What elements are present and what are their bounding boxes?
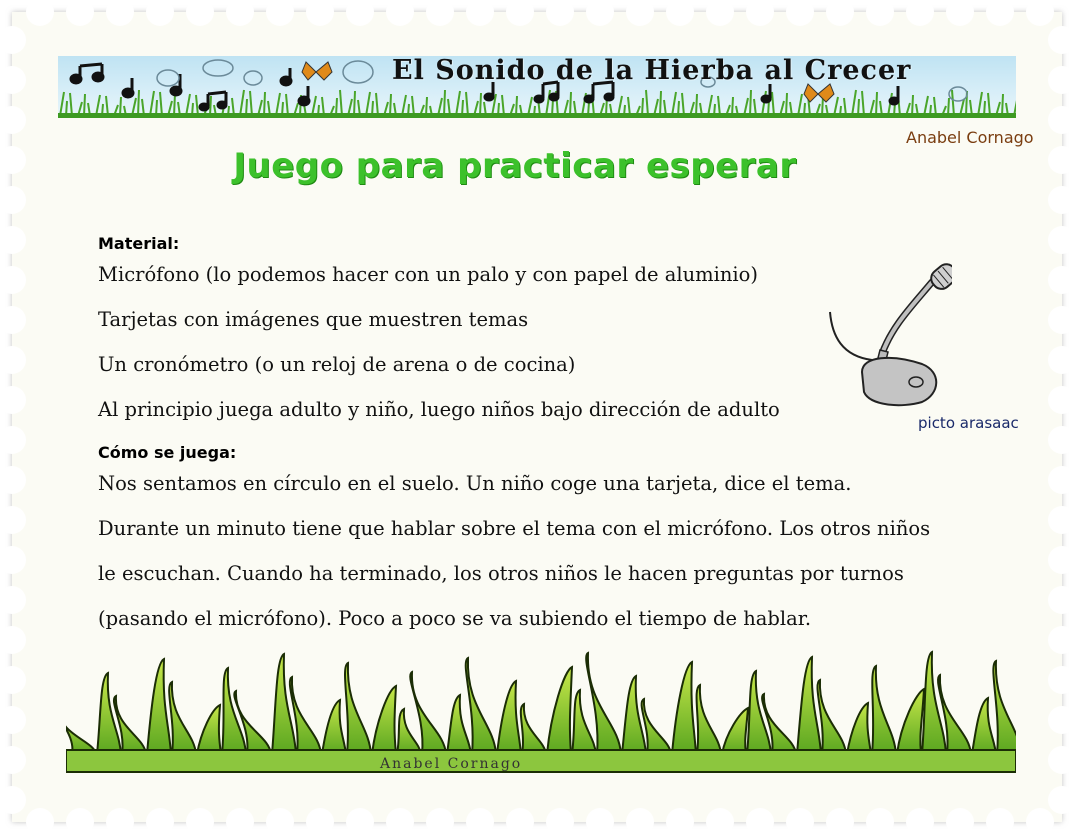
material-line: Micrófono (lo podemos hacer con un palo y con papel de aluminio) [98,263,759,286]
howto-line: (pasando el micrófono). Poco a poco se va subiendo el tiempo de hablar. [98,607,812,630]
howto-line: Nos sentamos en círculo en el suelo. Un niño coge una tarjeta, dice el tema. [98,472,852,495]
howto-line: le escuchan. Cuando ha terminado, los otros niños le hacen preguntas por turnos [98,562,904,585]
microphone-icon [822,256,952,416]
footer-signature: Anabel Cornago [380,756,523,772]
footer-grass-art [66,650,1016,776]
material-heading: Material: [98,234,180,253]
howto-line: Durante un minuto tiene que hablar sobre el tema con el micrófono. Los otros niños [98,517,931,540]
picto-credit: picto arasaac [918,414,1019,432]
page-title: Juego para practicar esperar [233,146,797,186]
howto-heading: Cómo se juega: [98,443,237,462]
material-line: Tarjetas con imágenes que muestren temas [98,308,529,331]
material-line: Un cronómetro (o un reloj de arena o de cocina) [98,353,576,376]
banner-title: El Sonido de la Hierba al Crecer [392,55,912,86]
author-signature: Anabel Cornago [906,128,1034,147]
material-line: Al principio juega adulto y niño, luego niños bajo dirección de adulto [98,398,780,421]
